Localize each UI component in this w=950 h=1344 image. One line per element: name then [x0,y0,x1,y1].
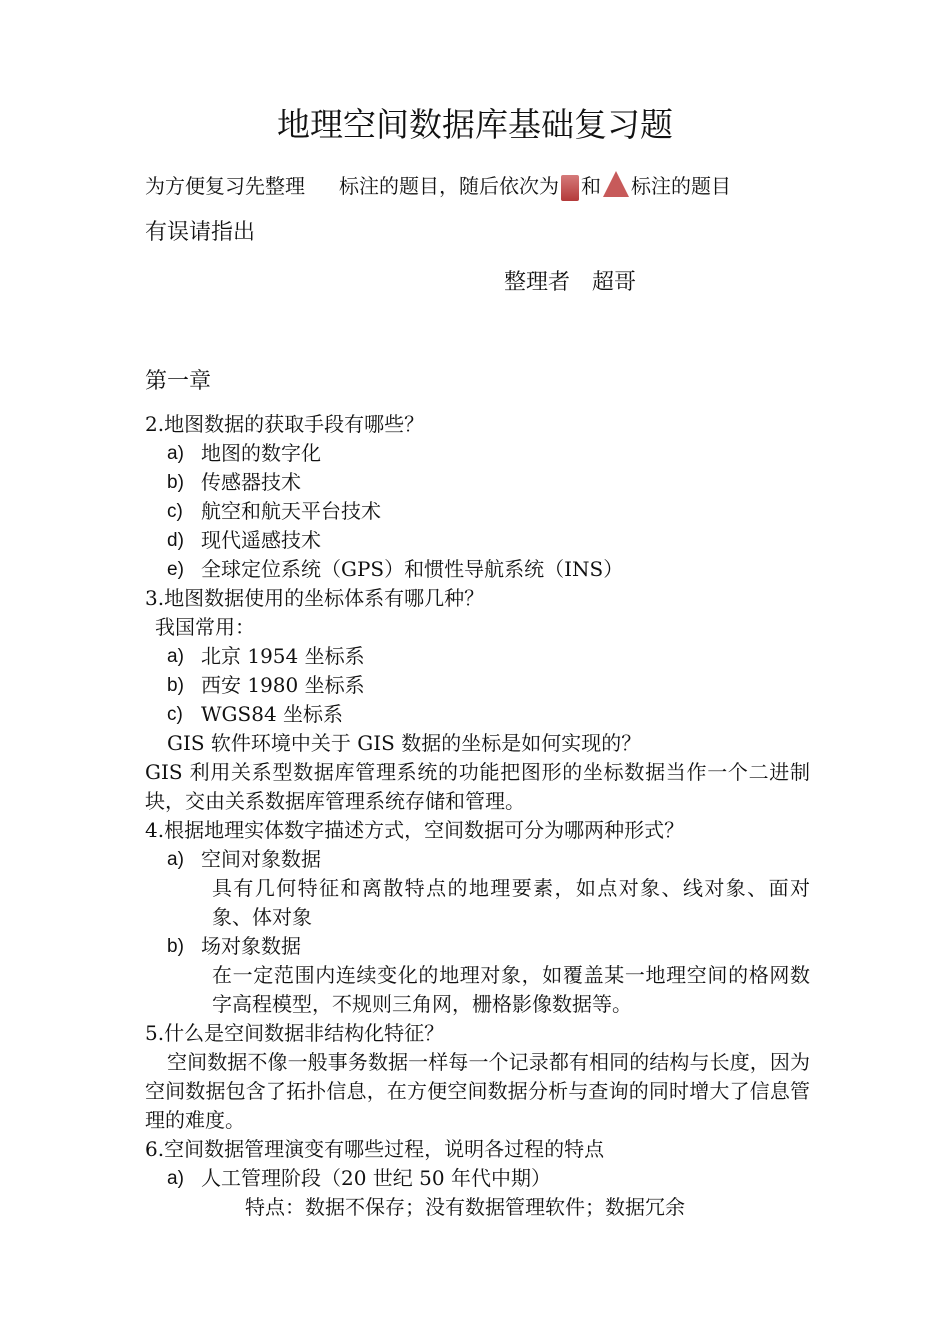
list-item [145,845,810,874]
list-item [145,526,810,555]
question-2: 2.地图数据的获取手段有哪些？ [145,412,425,436]
item-description: 在一定范围内连续变化的地理对象，如覆盖某一地理空间的格网数字高程模型，不规则三角网，栅格影像数据等。 [212,963,810,1016]
list-label: b) [167,936,184,957]
list-item [145,555,810,584]
intro-line [145,171,731,201]
question-3-sub: 我国常用： [155,615,255,639]
list-text: 场对象数据 [201,934,301,958]
list-text: WGS84 坐标系 [201,702,344,726]
question-4: 4.根据地理实体数字描述方式，空间数据可分为哪两种形式？ [145,818,685,842]
question-3: 3.地图数据使用的坐标体系有哪几种？ [145,586,485,610]
intro-text-1: 为方便复习先整理 [145,174,305,198]
list-label: c) [167,501,183,522]
red-triangle-icon [603,171,629,197]
list-item [145,1164,810,1193]
list-item [145,700,810,729]
author-line: 整理者 超哥 [504,270,637,295]
page-title: 地理空间数据库基础复习题 [277,105,673,144]
list-text: 空间对象数据 [201,847,321,871]
gis-answer: GIS 利用关系型数据库管理系统的功能把图形的坐标数据当作一个二进制块，交由关系数据库管理系统存储和管理。 [145,760,810,813]
list-label: e) [167,559,184,580]
list-label: b) [167,472,184,493]
intro-text-4: 标注的题目 [631,174,731,198]
chapter-heading: 第一章 [145,369,212,394]
list-label: d) [167,530,184,551]
list-text: 人工管理阶段（20 世纪 50 年代中期） [201,1166,551,1190]
list-item [145,497,810,526]
list-text: 现代遥感技术 [201,528,321,552]
gis-question: GIS 软件环境中关于 GIS 数据的坐标是如何实现的？ [167,731,642,755]
list-item [145,932,810,961]
item-description: 具有几何特征和离散特点的地理要素，如点对象、线对象、面对象、体对象 [212,876,810,929]
feature-line: 特点：数据不保存；没有数据管理软件；数据冗余 [245,1195,685,1219]
list-label: b) [167,675,184,696]
list-label: a) [167,849,184,870]
list-text: 航空和航天平台技术 [201,499,381,523]
intro-text-2: 标注的题目，随后依次为 [339,174,559,198]
list-text: 传感器技术 [201,470,301,494]
content-body [145,410,810,1222]
list-label: a) [167,1168,184,1189]
intro-text-3: 和 [581,174,601,198]
list-item [145,439,810,468]
list-text: 地图的数字化 [201,441,321,465]
red-square-icon [561,175,579,201]
answer-5: 空间数据不像一般事务数据一样每一个记录都有相同的结构与长度，因为空间数据包含了拓扑信息，在方便空间数据分析与查询的同时增大了信息管理的难度。 [145,1050,810,1132]
list-label: a) [167,646,184,667]
list-label: c) [167,704,183,725]
question-5: 5.什么是空间数据非结构化特征？ [145,1021,445,1045]
list-item [145,671,810,700]
list-text: 全球定位系统（GPS）和惯性导航系统（INS） [201,557,624,581]
list-item [145,642,810,671]
question-6: 6.空间数据管理演变有哪些过程，说明各过程的特点 [145,1137,605,1161]
list-label: a) [167,443,184,464]
list-item [145,468,810,497]
list-text: 北京 1954 坐标系 [201,644,365,668]
error-note: 有误请指出 [145,220,256,245]
list-text: 西安 1980 坐标系 [201,673,365,697]
